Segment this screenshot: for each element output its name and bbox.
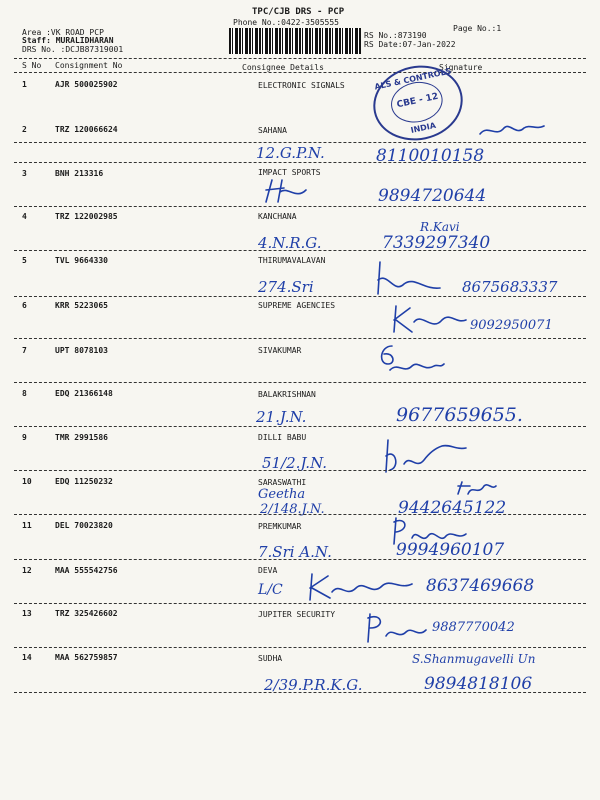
row-sno: 4 [22,212,27,221]
signature-10 [454,478,498,498]
row-sno: 6 [22,301,27,310]
consignment-number: EDQ 11250232 [55,477,113,486]
handwritten-phone: 9677659655. [396,404,523,426]
handwritten-address: 7.Sri A.N. [258,543,332,561]
handwritten-address: 51/2.J.N. [262,454,328,472]
row-divider [14,296,586,297]
consignment-number: BNH 213316 [55,169,104,178]
row-sno: 7 [22,346,27,355]
row-divider [14,603,586,604]
consignee-name: DILLI BABU [258,433,307,442]
signature-13 [362,610,432,646]
barcode [229,28,361,54]
consignment-number: AJR 500025902 [55,80,118,89]
row-divider [14,426,586,427]
handwritten-address: L/C [258,582,283,598]
handwritten-phone: 9442645122 [398,498,507,518]
consignee-name: THIRUMAVALAVAN [258,256,326,265]
row-divider [14,470,586,471]
handwritten-phone: 8675683337 [462,278,558,296]
column-consignee: Consignee Details [242,63,324,72]
row-divider [14,559,586,560]
handwritten-signature: R.Kavi [420,220,460,234]
handwritten-phone: 9894720644 [378,186,487,206]
row-sno: 10 [22,477,32,486]
consignment-number: MAA 555542756 [55,566,118,575]
handwritten-phone: 8110010158 [376,146,485,166]
consignment-number: EDQ 21366148 [55,389,113,398]
consignee-name: SARASWATHI [258,478,307,487]
consignee-name: SIVAKUMAR [258,346,302,355]
consignment-number: TRZ 325426602 [55,609,118,618]
consignee-name: DEVA [258,566,278,575]
consignment-number: TRZ 122002985 [55,212,118,221]
row-sno: 13 [22,609,32,618]
document-title: TPC/CJB DRS - PCP [252,7,345,17]
row-divider [14,647,586,648]
consignment-number: UPT 8078103 [55,346,108,355]
company-stamp: ALS & CONTROLS CBE - 12 INDIA [366,57,469,148]
consignment-number: TRZ 120066624 [55,125,118,134]
row-sno: 5 [22,256,27,265]
consignment-number: TMR 2991586 [55,433,108,442]
signature-5 [374,258,444,298]
row-divider [14,692,586,693]
row-sno: 14 [22,653,32,662]
column-signature: Signature [439,63,483,72]
signature-6 [390,302,470,338]
row-sno: 1 [22,80,27,89]
consignee-name: KANCHANA [258,212,297,221]
row-divider [14,338,586,339]
area-label: Area :VK ROAD PCP [22,28,104,37]
consignment-number: TVL 9664330 [55,256,108,265]
handwritten-signature: S.Shanmugavelli Un [412,652,536,666]
handwritten-phone: 9994960107 [396,540,505,560]
consignment-number: MAA 562759857 [55,653,118,662]
consignee-name: JUPITER SECURITY [258,610,336,619]
handwritten-address: 12.G.P.N. [256,144,325,162]
column-consignment: Consignment No [55,61,123,70]
consignee-name: SUDHA [258,654,283,663]
row-divider [14,382,586,383]
handwritten-phone: 9092950071 [470,318,553,333]
staff-label: Staff: MURALIDHARAN [22,36,114,45]
page-number: Page No.:1 [453,24,502,33]
drs-number: DRS No. :DCJB87319001 [22,45,124,54]
row-sno: 11 [22,521,32,530]
phone-number: Phone No.:0422-3505555 [233,18,339,27]
row-sno: 8 [22,389,27,398]
handwritten-phone: 7339297340 [382,233,491,253]
handwritten-address: 274.Sri [258,278,314,296]
consignee-name: BALAKRISHNAN [258,390,316,399]
handwritten-address: 2/39.P.R.K.G. [264,676,363,694]
handwritten-phone: 9894818106 [424,674,533,694]
handwritten-address: 21.J.N. [256,408,307,426]
column-sno: S No [22,61,42,70]
handwritten-phone: 8637469668 [426,576,535,596]
consignment-number: DEL 70023820 [55,521,113,530]
handwritten-phone: 9887770042 [432,620,515,635]
signature-1 [478,120,548,144]
handwritten-signature: Geetha [258,487,306,502]
consignment-number: KRR 5223065 [55,301,108,310]
rs-date: RS Date:07-Jan-2022 [364,40,456,49]
row-sno: 12 [22,566,32,575]
row-divider [14,514,586,515]
signature-3 [262,176,312,206]
consignee-name: PREMKUMAR [258,522,302,531]
header-divider [14,58,586,59]
row-divider [14,162,586,163]
row-divider [14,142,586,143]
signature-12 [306,568,416,604]
column-divider [14,72,586,73]
row-divider [14,250,586,251]
consignee-name: SAHANA [258,126,287,135]
consignee-name: IMPACT SPORTS [258,168,321,177]
signature-7 [376,340,446,380]
row-sno: 9 [22,433,27,442]
consignee-name: SUPREME AGENCIES [258,301,336,310]
rs-number: RS No.:873190 [364,31,427,40]
handwritten-address: 2/148.J.N. [260,502,325,517]
row-divider [14,206,586,207]
consignee-name: ELECTRONIC SIGNALS [258,81,345,90]
row-sno: 2 [22,125,27,134]
handwritten-address: 4.N.R.G. [258,234,322,252]
row-sno: 3 [22,169,27,178]
